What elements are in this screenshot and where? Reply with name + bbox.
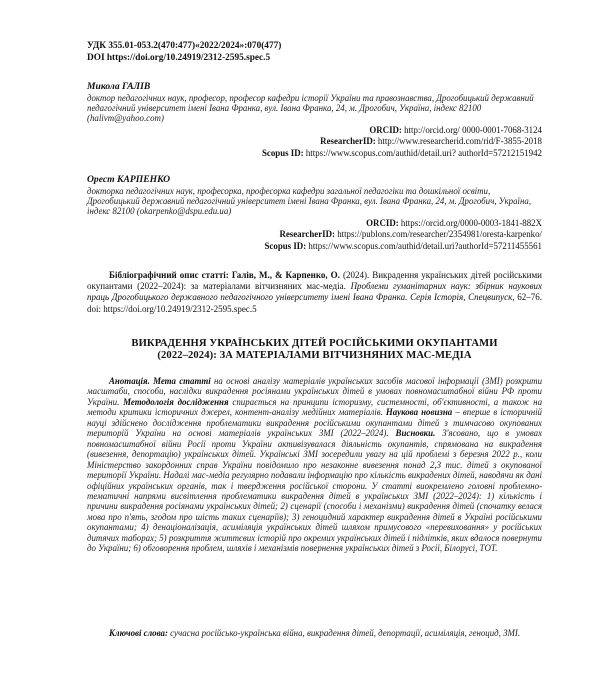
author2-researcherid [87, 229, 542, 240]
author1-orcid [87, 125, 542, 136]
author2-name: Орест КАРПЕНКО [87, 174, 171, 185]
author2-block [87, 174, 542, 252]
method-label: Методологія дослідження [123, 396, 229, 407]
conclusions-label: Висновки. [395, 428, 436, 439]
title-line-2: (2022–2024): ЗА МАТЕРІАЛАМИ ВІТЧИЗНЯНИХ МАС-МЕДІА [157, 350, 472, 362]
orcid-label: ORCID: [366, 217, 399, 228]
abstract-label: Анотація. [109, 376, 150, 386]
scopus-label: Scopus ID: [264, 240, 307, 251]
method-text: спирається на принципи історизму, системності, об'єктивності, а також на методи критики історичних джерел, контент-аналізу медійних матеріалів. [87, 396, 543, 418]
citation-journal: Проблеми гуманітарних наук: збірник наукових праць Дрогобицького державного педагогічного університету імені Івана Франка. Серія Історія, Спецвипуск, [87, 281, 543, 303]
author1-scopus [87, 148, 542, 159]
author1-block [87, 81, 542, 159]
novelty-label: Наукова новизна [385, 407, 453, 418]
author1-researcherid [87, 136, 542, 147]
title-line-1: ВИКРАДЕННЯ УКРАЇНСЬКИХ ДІТЕЙ РОСІЙСЬКИМИ ОКУПАНТАМИ [131, 338, 498, 349]
author2-affiliation: докторка педагогічних наук, професорка, професорка кафедри загальної педагогіки та дошкільної освіти, Дрогобицький державний педагогічний університет імені Івана Франка, вул. Івана Франка, 24, м. Дрогобич, Україна, індекс 82100 (okarpenko@dspu.edu.ua) [87, 185, 532, 217]
abstract [87, 376, 542, 554]
article-title [87, 338, 542, 363]
orcid-label: ORCID: [369, 124, 402, 135]
author2-orcid-link[interactable]: https://orcid.org/0000-0003-1841-882X [400, 217, 542, 228]
researcherid-label: ResearcherID: [279, 229, 335, 240]
author1-scopus-link[interactable]: https://www.scopus.com/authid/detail.uri? authorId=57212151942 [305, 147, 542, 158]
author1-affiliation: доктор педагогічних наук, професор, професор кафедри історії України та правознавства, Дрогобицький державний педагогічний університет імені Івана Франка, вул. Івана Франка, 24, м. Дрогобич, Україна, індекс 82100 (halivm@yahoo.com) [87, 92, 534, 124]
author1-name: Микола ГАЛІВ [87, 81, 151, 92]
keywords-label: Ключові слова: [109, 628, 168, 638]
author1-orcid-link[interactable]: http://orcid.org/ 0000-0001-7068-3124 [404, 124, 542, 135]
citation-block [87, 270, 542, 315]
author2-researcherid-link[interactable]: https://publons.com/researcher/2354981/oresta-karpenko/ [337, 229, 542, 240]
aim-label: Мета статті [153, 376, 211, 386]
author2-scopus-link[interactable]: https://www.scopus.com/authid/detail.uri?authorId=57211455561 [308, 240, 542, 251]
citation-pages-doi: 62–76. doi: https://doi.org/10.24919/2312-2595.spec.5 [87, 292, 543, 314]
author1-researcherid-link[interactable]: http://www.researcherid.com/rid/F-3855-2018 [377, 136, 542, 147]
scopus-label: Scopus ID: [261, 147, 304, 158]
researcherid-label: ResearcherID: [320, 136, 376, 147]
udk-code: УДК 355.01-053.2(470:477)«2022/2024»:070(477) [87, 41, 282, 51]
keywords [87, 628, 542, 638]
author2-scopus [87, 241, 542, 252]
doi-line: DOI https://doi.org/10.24919/2312-2595.spec.5 [87, 53, 271, 63]
citation-text: (2024). Викрадення українських дітей російськими окупантами (2022–2024): за матеріалами вітчизняних мас-медіа. [87, 270, 542, 292]
citation-authors: Галів, М., & Карпенко, О. [231, 270, 340, 280]
keywords-text: сучасна російсько-українська війна, викрадення дітей, депортації, асиміляція, геноцид, ЗМІ. [170, 628, 521, 638]
aim-text: на основі аналізу матеріалів українських засобів масової інформації (ЗМІ) розкрити масштаби, способи, наслідки викрадення росіянами українських дітей в умовах повномасштабної війни РФ проти України. [87, 376, 543, 407]
citation-label: Бібліографічний опис статті: [109, 270, 229, 280]
novelty-text: – вперше в історичній науці здійснено дослідження проблематики викрадення російськими окупантами дітей з тимчасово окупованих територій України на основі матеріалів українських ЗМІ (2022–2024). [87, 407, 542, 439]
article-header [87, 40, 542, 64]
author2-orcid [87, 218, 542, 229]
conclusions-text: З'ясовано, що в умовах повномасштабної війни Росії проти України активізувалася діяльність окупантів, спрямована на викрадення (вивезення, депортацію) українських дітей. Українські ЗМІ зосередили увагу на цій проблемі з березня 2022 р., коли Міністерство закордонних справ України повідомило про незаконне вивезення понад 2,3 тис. дітей з окупованої території України. Надалі мас-медіа регулярно подавали інформацію про кількість викрадених дітей, наводячи як дані офіційних українських органів, так і твердження російської сторони. У статті виокремлено головні проблемно-тематичні напрями висвітлення проблематики викрадення дітей в українських ЗМІ (2022–2024): 1) кількість і причини викрадення росіянами українських дітей; 2) сценарії (способи і механізми) викрадення дітей (спочатку велася мова про п'ять, згодом про шість таких сценаріїв); 3) геноцидний характер викрадення дітей в Україні російськими окупантами; 4) денаціоналізація, асиміляція українських дітей шляхом примусового «перевиховання» у російських дитячих таборах; 5) розкриття життєвих історій про окремих українських дітей і підлітків, яких вдалося повернути до України; 6) обговорення проблем, шляхів і механізмів повернення українських дітей з Росії, Білорусі, ТОТ. [87, 428, 543, 554]
